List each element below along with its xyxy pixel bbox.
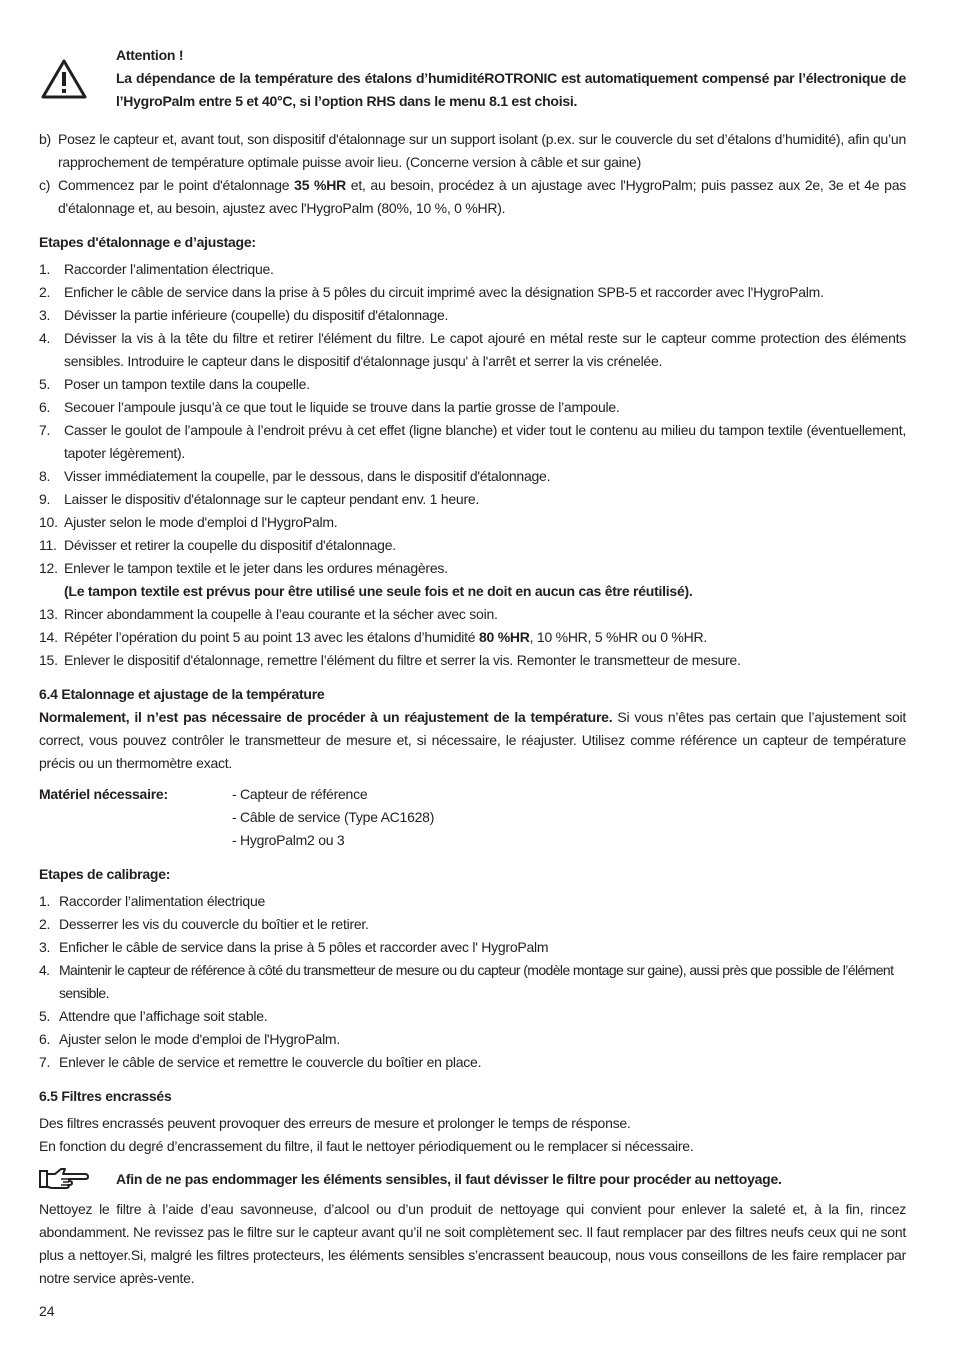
intro-list [39,128,906,220]
section-65-heading: 6.5 Filtres encrassés [39,1088,172,1104]
attention-body: La dépendance de la température des étalons d’humiditéROTRONIC est automatiquement compensé par l’électronique de l’HygroPalm entre 5 et 40°C, si l’option RHS dans le menu 8.1 est choisi. [116,70,906,109]
section-64-heading: 6.4 Etalonnage et ajustage de la température [39,686,325,702]
item-number: 7. [39,422,51,438]
etapes-list [39,258,906,672]
list-item [39,281,906,304]
list-item [39,626,906,649]
section-64-bold-lead: Normalement, il n’est pas nécessaire de procéder à un réajustement de la température. [39,709,613,725]
list-item [39,465,906,488]
item-number: 13. [39,606,58,622]
item-number: 10. [39,514,58,530]
item-bold: 80 %HR [478,629,530,645]
item-text: Poser un tampon textile dans la coupelle. [64,376,310,392]
intro-item-text: Posez le capteur et, avant tout, son dispositif d'étalonnage sur un support isolant (p.ex. sur le couvercle du set d’étalons d’humidité), afin qu’un rapprochement de température optimale puisse avoir lieu. (Concerne version à câble et sur gaine) [58,131,906,170]
item-number: 3. [39,939,51,955]
list-item [39,511,906,534]
item-text: Visser immédiatement la coupelle, par le dessous, dans le dispositif d'étalonnage. [64,468,551,484]
list-item [39,913,906,936]
list-item [39,936,906,959]
item-text: Rincer abondamment la coupelle à l’eau courante et la sécher avec soin. [64,606,498,622]
item-text: Secouer l’ampoule jusqu’à ce que tout le liquide se trouve dans la partie grosse de l’ampoule. [64,399,620,415]
item-text: Raccorder l’alimentation électrique. [64,261,274,277]
item-text: Ajuster selon le mode d'emploi d l'HygroPalm. [64,514,338,530]
item-number: 8. [39,468,51,484]
warning-triangle-icon [41,58,87,100]
item-text: Attendre que l’affichage soit stable. [59,1008,268,1024]
intro-item-bold: 35 %HR [294,177,346,193]
list-item [39,488,906,511]
attention-title: Attention ! [116,47,184,63]
materiel-block [39,783,906,852]
intro-item-label: c) [39,177,51,193]
item-number: 4. [39,330,51,346]
item-number: 1. [39,893,51,909]
list-item [39,1051,906,1074]
section-65-p2: En fonction du degré d’encrassement du filtre, il faut le nettoyer périodiquement ou le remplacer si nécessaire. [39,1138,694,1154]
list-item [39,1005,906,1028]
list-item [39,304,906,327]
item-number: 5. [39,376,51,392]
item-text: Dévisser la vis à la tête du filtre et retirer l'élément du filtre. Le capot ajouré en métal reste sur le capteur comme protection des éléments sensibles. Introduire le capteur dans le dispositif d'étalonnage jusqu' à l'arrêt et serrer la vis crénelée. [64,330,906,369]
list-item [39,419,906,465]
item-number: 7. [39,1054,51,1070]
list-item [39,649,906,672]
item-text: Dévisser la partie inférieure (coupelle) du dispositif d'étalonnage. [64,307,449,323]
list-item [39,890,906,913]
section-65-p3: Nettoyez le filtre à l’aide d’eau savonneuse, d’alcool ou d’un produit de nettoyage qui convient pour enlever la saleté et, à la fin, rincez abondamment. Ne revissez pas le filtre sur le capteur avant qu’il ne soit complètement sec. Il faut remplacer par des filtres neufs ceux qui ne sont plus a nettoyer.Si, malgré les filtres protecteurs, les éléments sensibles s’encrassent beaucoup, nous vous conseillons de les faire remplacer par notre service après-vente. [39,1201,906,1286]
item-text: Enlever le câble de service et remettre le couvercle du boîtier en place. [59,1054,482,1070]
calib-list [39,890,906,1074]
item-number: 4. [39,962,50,978]
item-number: 15. [39,652,58,668]
intro-item-label: b) [39,131,51,147]
list-item [39,959,906,1005]
list-item [39,258,906,281]
materiel-label: Matériel nécessaire: [39,786,168,802]
item-note: (Le tampon textile est prévus pour être utilisé une seule fois et ne doit en aucun cas être réutilisé). [64,583,693,599]
item-number: 11. [39,537,57,553]
item-number: 3. [39,307,51,323]
item-text: Maintenir le capteur de référence à côté du transmetteur de mesure ou du capteur (modèle montage sur gaine), aussi près que possible de l’élément sensible. [59,962,894,1001]
item-number: 1. [39,261,51,277]
item-text: Enficher le câble de service dans la prise à 5 pôles et raccorder avec l' HygroPalm [59,939,549,955]
item-text: Ajuster selon le mode d'emploi de l'HygroPalm. [59,1031,340,1047]
list-item [39,327,906,373]
intro-item-b [39,128,906,174]
item-text: Raccorder l’alimentation électrique [59,893,266,909]
item-text: Desserrer les vis du couvercle du boîtier et le retirer. [59,916,369,932]
item-text: Enlever le tampon textile et le jeter dans les ordures ménagères. [64,560,448,576]
item-text-after: , 10 %HR, 5 %HR ou 0 %HR. [529,629,707,645]
note-text: Afin de ne pas endommager les éléments sensibles, il faut dévisser le filtre pour procéder au nettoyage. [116,1171,782,1187]
item-text: Enlever le dispositif d'étalonnage, remettre l’élément du filtre et serrer la vis. Remonter le transmetteur de mesure. [64,652,741,668]
list-item [39,373,906,396]
materiel-item: - Capteur de référence [232,786,368,802]
materiel-item: - HygroPalm2 ou 3 [232,832,345,848]
item-text: Répéter l’opération du point 5 au point 13 avec les étalons d’humidité [64,629,479,645]
list-item [39,396,906,419]
section-65-p1: Des filtres encrassés peuvent provoquer des erreurs de mesure et prolonger le temps de résponse. [39,1115,631,1131]
intro-item-c [39,174,906,220]
item-text: Dévisser et retirer la coupelle du dispositif d'étalonnage. [64,537,396,553]
page-number: 24 [39,1303,55,1319]
page-content [39,44,906,1290]
materiel-items [232,783,434,852]
item-number: 6. [39,1031,51,1047]
section-64-text: Si vous n’êtes pas certain que l’ajustement soit correct, vous pouvez contrôler le transmetteur de mesure et, si nécessaire, le réajuster. Utilisez comme référence un capteur de température précis ou un thermomètre exact. [39,709,907,771]
item-number: 5. [39,1008,51,1024]
list-item [39,1028,906,1051]
item-number: 12. [39,560,58,576]
section-64-paragraph [39,706,906,775]
item-number: 2. [39,284,51,300]
item-text: Enficher le câble de service dans la prise à 5 pôles du circuit imprimé avec la désignation SPB-5 et raccorder avec l'HygroPalm. [64,284,824,300]
item-number: 6. [39,399,51,415]
note-block [39,1166,906,1190]
item-number: 2. [39,916,51,932]
item-text: Laisser le dispositiv d'étalonnage sur le capteur pendant env. 1 heure. [64,491,480,507]
list-item [39,603,906,626]
attention-block [39,44,906,118]
intro-item-text-after: et, au besoin, procédez à un ajustage avec l'HygroPalm; puis passez aux 2e, 3e et 4e pas d'étalonnage et, au besoin, ajustez avec l'HygroPalm (80%, 10 %, 0 %HR). [58,177,906,216]
calib-heading: Etapes de calibrage: [39,866,171,882]
intro-item-text: Commencez par le point d'étalonnage [58,177,295,193]
item-text: Casser le goulot de l’ampoule à l’endroit prévu à cet effet (ligne blanche) et vider tout le contenu au milieu du tampon textile (éventuellement, tapoter légèrement). [64,422,906,461]
attention-text [116,44,906,113]
etapes-heading: Etapes d'étalonnage e d’ajustage: [39,234,256,250]
item-number: 9. [39,491,51,507]
list-item [39,534,906,557]
pointing-hand-icon [39,1166,89,1190]
item-number: 14. [39,629,58,645]
list-item [39,557,906,603]
materiel-item: - Câble de service (Type AC1628) [232,809,435,825]
